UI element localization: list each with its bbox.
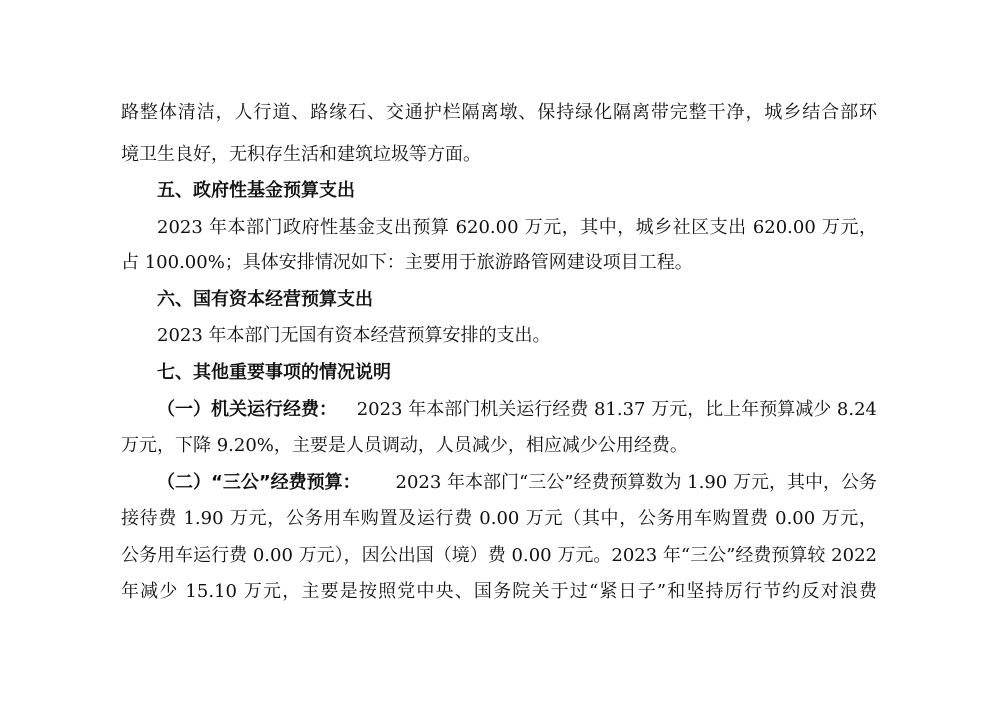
body-line: 2023 年本部门政府性基金支出预算 620.00 万元，其中，城乡社区支出 620.00 万元， (157, 217, 877, 238)
body-line: 2023 年本部门无国有资本经营预算安排的支出。 (157, 325, 551, 346)
section-heading-6: 六、国有资本经营预算支出 (157, 289, 373, 310)
subsection-1 (157, 399, 877, 421)
section-heading-7: 七、其他重要事项的情况说明 (157, 362, 391, 383)
body-line: 年减少 15.10 万元，主要是按照党中央、国务院关于过“紧日子”和坚持厉行节约反对浪费 (121, 581, 877, 602)
body-line: 路整体清洁，人行道、路缘石、交通护栏隔离墩、保持绿化隔离带完整干净，城乡结合部环 (121, 102, 877, 123)
section-heading-5: 五、政府性基金预算支出 (157, 180, 355, 201)
body-line: 万元，下降 9.20%，主要是人员调动，人员减少，相应减少公用经费。 (121, 435, 688, 456)
subsection-2-text: 2023 年本部门“三公”经费预算数为 1.90 万元，其中，公务 (395, 472, 877, 493)
subsection-1-label: （一）机关运行经费： (157, 399, 337, 420)
body-line: 占 100.00%；具体安排情况如下：主要用于旅游路管网建设项目工程。 (121, 252, 693, 273)
subsection-2 (157, 472, 877, 494)
subsection-2-label: （二）“三公”经费预算： (157, 472, 361, 493)
body-line: 境卫生良好，无积存生活和建筑垃圾等方面。 (121, 144, 481, 165)
body-line: 接待费 1.90 万元，公务用车购置及运行费 0.00 万元（其中，公务用车购置费 0.00 万元， (121, 508, 877, 529)
body-line: 公务用车运行费 0.00 万元），因公出国（境）费 0.00 万元。2023 年“三公”经费预算较 2022 (121, 545, 877, 566)
subsection-1-text: 2023 年本部门机关运行经费 81.37 万元，比上年预算减少 8.24 (356, 399, 877, 420)
